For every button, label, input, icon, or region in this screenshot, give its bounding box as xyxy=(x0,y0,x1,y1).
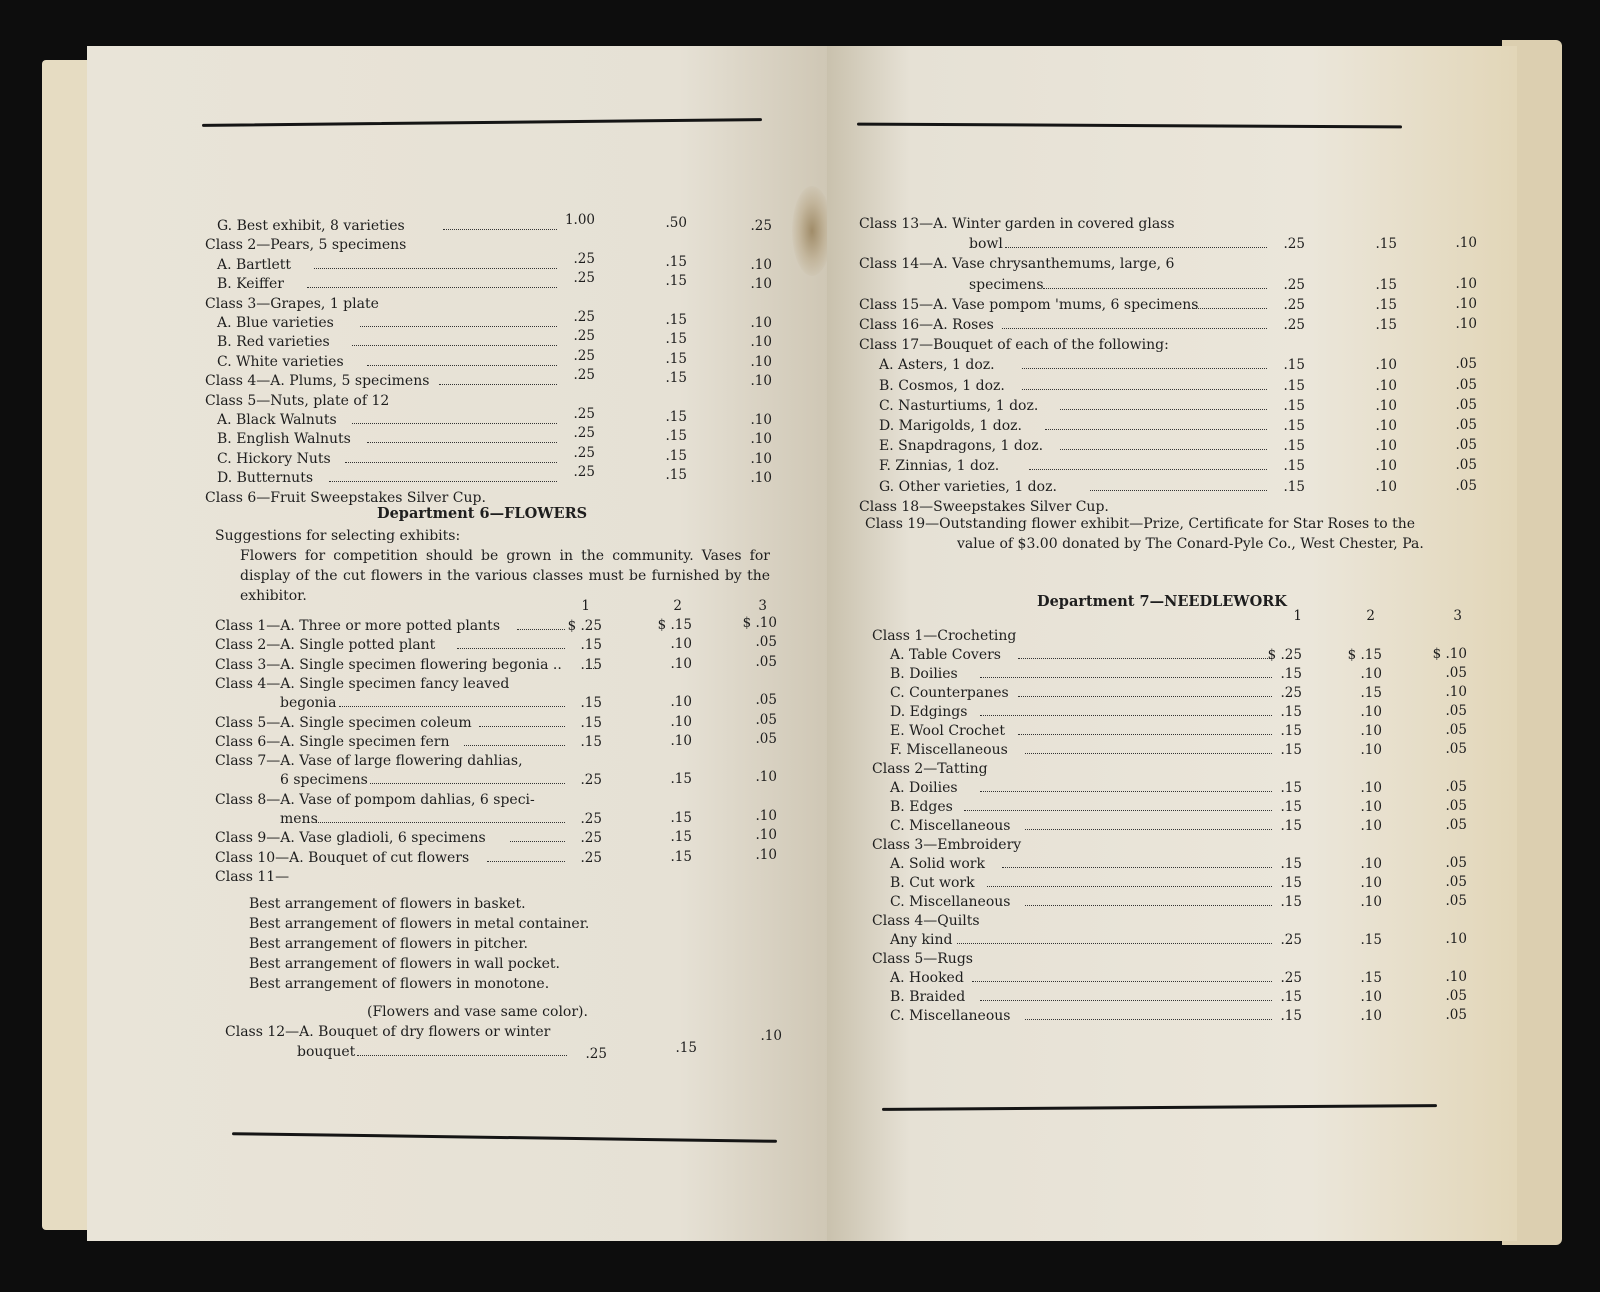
row-label: mens xyxy=(280,811,318,827)
row-label: A. Solid work xyxy=(890,856,985,872)
prize-2: $ .15 xyxy=(1347,647,1382,663)
row-label: Class 17—Bouquet of each of the following: xyxy=(859,337,1169,354)
prize-2: .15 xyxy=(665,409,687,425)
prize-2: .15 xyxy=(665,350,687,367)
row-label: Class 11— xyxy=(215,868,290,885)
row-label: E. Wool Crochet xyxy=(890,723,1005,739)
prize-1: .25 xyxy=(573,406,595,422)
row-label: F. Miscellaneous xyxy=(890,742,1008,758)
prize-1: .15 xyxy=(1280,875,1302,891)
prize-3: .10 xyxy=(750,256,772,273)
arrangement-item: Best arrangement of flowers in pitcher. xyxy=(249,936,529,952)
row-label: bowl xyxy=(969,236,1003,253)
prize-2: .10 xyxy=(670,732,692,749)
suggestions-heading: Suggestions for selecting exhibits: xyxy=(215,528,461,544)
dot-leader xyxy=(1005,247,1267,248)
prize-1: .15 xyxy=(1280,856,1302,872)
row-label: Class 2—A. Single potted plant xyxy=(215,637,436,654)
dot-leader xyxy=(980,1000,1272,1001)
prize-1: .15 xyxy=(1280,894,1302,910)
prize-3: .10 xyxy=(750,334,772,351)
row-label: 6 specimens xyxy=(280,772,368,789)
column-header-1: 1 xyxy=(1293,608,1302,624)
prize-1: 1.00 xyxy=(564,212,595,228)
dot-leader xyxy=(980,791,1272,792)
prize-3: .25 xyxy=(750,218,772,234)
prize-2: .15 xyxy=(1360,932,1382,948)
row-label: Class 1—A. Three or more potted plants xyxy=(215,618,500,634)
row-label: Class 3—Grapes, 1 plate xyxy=(205,295,379,312)
dot-leader xyxy=(1025,1019,1272,1020)
prize-3: .10 xyxy=(755,769,777,786)
dot-leader xyxy=(352,423,557,424)
prize-3: .05 xyxy=(1455,477,1477,494)
prize-3: .10 xyxy=(1455,235,1477,252)
prize-3: .10 xyxy=(750,276,772,293)
arrangement-item: Best arrangement of flowers in monotone. xyxy=(249,976,550,992)
prize-1: .15 xyxy=(580,695,602,712)
prize-1: .25 xyxy=(580,772,602,789)
row-label: B. Braided xyxy=(890,989,966,1005)
prize-3: .05 xyxy=(1455,457,1477,474)
row-label: G. Other varieties, 1 doz. xyxy=(879,478,1057,495)
prize-3: .10 xyxy=(755,808,777,824)
prize-1: .15 xyxy=(1280,780,1302,796)
row-label: B. Doilies xyxy=(890,666,958,682)
prize-2: .15 xyxy=(1360,685,1382,701)
dot-leader xyxy=(1018,696,1272,697)
row-label: G. Best exhibit, 8 varieties xyxy=(217,218,405,234)
class12-prize-1: .25 xyxy=(585,1046,607,1062)
dot-leader xyxy=(1002,328,1267,329)
prize-1: .15 xyxy=(1280,704,1302,720)
dot-leader xyxy=(1018,658,1272,659)
dot-leader xyxy=(367,365,557,366)
row-label: A. Blue varieties xyxy=(217,315,334,331)
row-label: B. Cut work xyxy=(890,875,975,891)
column-header-2: 2 xyxy=(673,598,682,614)
prize-2: .10 xyxy=(1375,377,1397,394)
top-rule xyxy=(857,123,1402,129)
bottom-rule xyxy=(232,1132,777,1143)
row-label: Class 1—Crocheting xyxy=(872,628,1017,644)
dot-leader xyxy=(987,886,1272,887)
prize-2: .10 xyxy=(1360,875,1382,891)
prize-3: .05 xyxy=(1455,396,1477,413)
row-label: B. Red varieties xyxy=(217,334,330,351)
row-label: D. Marigolds, 1 doz. xyxy=(879,418,1022,434)
prize-3: $ .10 xyxy=(1432,646,1467,662)
row-label: Class 6—A. Single specimen fern xyxy=(215,733,450,750)
suggestions-text: Flowers for competition should be grown in the community. Vases for display of the cut flowers in the various classes must be furnished by the exhibitor. xyxy=(240,548,770,604)
prize-2: .10 xyxy=(1375,438,1397,455)
dot-leader xyxy=(1029,469,1267,470)
prize-1: .25 xyxy=(573,347,595,364)
prize-3: .10 xyxy=(1455,295,1477,312)
column-header-1: 1 xyxy=(581,598,590,614)
dot-leader xyxy=(957,943,1272,944)
prize-3: .10 xyxy=(750,373,772,390)
prize-1: .15 xyxy=(1280,742,1302,758)
prize-2: .15 xyxy=(1375,317,1397,333)
prize-1: .25 xyxy=(580,811,602,827)
dot-leader xyxy=(370,783,565,784)
prize-2: .15 xyxy=(670,829,692,846)
prize-3: .05 xyxy=(1445,874,1467,890)
prize-3: .05 xyxy=(1455,437,1477,454)
prize-2: .15 xyxy=(1375,236,1397,253)
row-label: Class 2—Pears, 5 specimens xyxy=(205,237,407,254)
prize-2: .10 xyxy=(1360,856,1382,872)
prize-3: .05 xyxy=(1445,988,1467,1004)
dot-leader xyxy=(329,481,557,482)
prize-2: .10 xyxy=(1360,989,1382,1005)
prize-1: .15 xyxy=(1280,989,1302,1005)
row-label: B. Cosmos, 1 doz. xyxy=(879,377,1005,394)
prize-3: .05 xyxy=(1445,722,1467,738)
dot-leader xyxy=(345,462,557,463)
prize-2: .15 xyxy=(1360,970,1382,986)
row-label: Class 16—A. Roses xyxy=(859,317,994,333)
prize-1: .25 xyxy=(573,425,595,442)
prize-3: .05 xyxy=(1445,1007,1467,1023)
arrangement-note: (Flowers and vase same color). xyxy=(367,1004,588,1020)
dot-leader xyxy=(1025,753,1272,754)
prize-1: .15 xyxy=(1283,438,1305,455)
prize-2: .50 xyxy=(665,215,687,231)
prize-3: .10 xyxy=(750,353,772,370)
row-label: Any kind xyxy=(890,932,953,948)
dot-leader xyxy=(439,384,557,385)
row-label: C. Hickory Nuts xyxy=(217,450,331,467)
prize-1: .15 xyxy=(1280,818,1302,834)
row-label: Class 3—A. Single specimen flowering begonia .. xyxy=(215,656,562,673)
dot-leader xyxy=(1022,368,1267,369)
dot-leader xyxy=(1060,449,1267,450)
prize-1: $ .25 xyxy=(1267,647,1302,663)
row-label: Class 9—A. Vase gladioli, 6 specimens xyxy=(215,830,486,847)
prize-3: .05 xyxy=(1455,376,1477,393)
row-label: begonia xyxy=(280,695,337,712)
prize-3: .05 xyxy=(1455,356,1477,373)
prize-1: .15 xyxy=(1283,377,1305,394)
row-label: F. Zinnias, 1 doz. xyxy=(879,458,1000,475)
dot-leader xyxy=(1043,288,1267,289)
row-label: A. Table Covers xyxy=(890,647,1001,663)
dot-leader xyxy=(339,706,565,707)
prize-1: .25 xyxy=(573,444,595,461)
prize-1: .25 xyxy=(1280,685,1302,701)
arrangement-item: Best arrangement of flowers in basket. xyxy=(249,896,526,912)
prize-3: .05 xyxy=(1445,741,1467,757)
dot-leader xyxy=(1060,409,1267,410)
dot-leader xyxy=(443,229,557,230)
prize-3: .05 xyxy=(1445,798,1467,814)
prize-2: .15 xyxy=(665,428,687,445)
dot-leader xyxy=(367,442,557,443)
class12-prize-3: .10 xyxy=(760,1028,782,1044)
prize-2: .10 xyxy=(1375,397,1397,414)
row-label: D. Butternuts xyxy=(217,470,314,487)
prize-1: .15 xyxy=(1283,458,1305,475)
row-label: Class 8—A. Vase of pompom dahlias, 6 speci- xyxy=(215,791,535,808)
left-page xyxy=(87,46,827,1241)
row-label: E. Snapdragons, 1 doz. xyxy=(879,438,1044,455)
prize-1: .25 xyxy=(1283,236,1305,253)
dot-leader xyxy=(1018,734,1272,735)
row-label: Class 7—A. Vase of large flowering dahlias, xyxy=(215,753,523,770)
prize-2: .10 xyxy=(1360,799,1382,815)
prize-3: .10 xyxy=(1455,316,1477,332)
row-label: C. Nasturtiums, 1 doz. xyxy=(879,397,1039,414)
prize-2: .10 xyxy=(1360,780,1382,796)
row-label: Class 13—A. Winter garden in covered glass xyxy=(859,216,1175,232)
prize-2: .10 xyxy=(1360,723,1382,739)
prize-2: .10 xyxy=(1375,357,1397,374)
row-label: B. Edges xyxy=(890,799,953,815)
row-label: Class 6—Fruit Sweepstakes Silver Cup. xyxy=(205,489,486,506)
row-label: Class 4—A. Plums, 5 specimens xyxy=(205,373,430,390)
dot-leader xyxy=(1002,867,1272,868)
prize-2: .10 xyxy=(1360,894,1382,910)
column-header-3: 3 xyxy=(758,598,767,614)
row-label: A. Bartlett xyxy=(217,256,291,273)
prize-3: .10 xyxy=(750,412,772,428)
prize-3: .10 xyxy=(755,846,777,863)
row-label: C. White varieties xyxy=(217,353,344,370)
row-label: B. Keiffer xyxy=(217,276,284,293)
dot-leader xyxy=(980,715,1272,716)
prize-1: .15 xyxy=(580,714,602,731)
prize-2: .15 xyxy=(1375,296,1397,313)
prize-1: .25 xyxy=(573,250,595,267)
prize-2: .15 xyxy=(670,810,692,826)
prize-2: .10 xyxy=(1360,666,1382,682)
dept7-title: Department 7—NEEDLEWORK xyxy=(1037,593,1287,610)
prize-1: .15 xyxy=(580,656,602,673)
prize-3: .10 xyxy=(1445,684,1467,700)
prize-1: .15 xyxy=(1280,1008,1302,1024)
prize-1: .25 xyxy=(573,464,595,481)
prize-1: .25 xyxy=(1283,276,1305,293)
dot-leader xyxy=(1090,490,1267,491)
dot-leader xyxy=(964,810,1272,811)
dept6-title: Department 6—FLOWERS xyxy=(377,505,588,522)
prize-3: .10 xyxy=(750,431,772,448)
prize-3: $ .10 xyxy=(742,615,777,631)
row-label: D. Edgings xyxy=(890,704,968,720)
prize-1: .15 xyxy=(580,637,602,654)
row-label: Class 4—A. Single specimen fancy leaved xyxy=(215,675,510,692)
prize-2: .15 xyxy=(665,253,687,270)
prize-1: .15 xyxy=(1280,666,1302,682)
prize-2: .10 xyxy=(1360,742,1382,758)
dot-leader xyxy=(314,268,557,269)
prize-2: .15 xyxy=(670,848,692,865)
row-label: C. Counterpanes xyxy=(890,685,1009,701)
column-header-3: 3 xyxy=(1453,608,1462,624)
top-rule xyxy=(202,118,762,127)
dot-leader xyxy=(1022,389,1267,390)
dot-leader xyxy=(1025,905,1272,906)
row-label: Class 18—Sweepstakes Silver Cup. xyxy=(859,498,1109,515)
prize-3: .10 xyxy=(1455,275,1477,292)
class12-line2: bouquet xyxy=(297,1044,356,1060)
class12-prize-2: .15 xyxy=(675,1040,697,1056)
prize-2: .10 xyxy=(1360,704,1382,720)
row-label: Class 5—Nuts, plate of 12 xyxy=(205,392,390,409)
prize-2: .10 xyxy=(1375,418,1397,434)
row-label: A. Hooked xyxy=(890,970,964,986)
dot-leader xyxy=(980,677,1272,678)
prize-2: .15 xyxy=(670,771,692,788)
prize-3: .05 xyxy=(1455,417,1477,433)
row-label: C. Miscellaneous xyxy=(890,894,1011,910)
prize-2: .15 xyxy=(665,312,687,328)
prize-1: .15 xyxy=(1283,397,1305,414)
row-label: Class 4—Quilts xyxy=(872,913,980,929)
row-label: A. Doilies xyxy=(890,780,958,796)
prize-2: .10 xyxy=(1375,458,1397,475)
prize-2: .10 xyxy=(1375,478,1397,495)
prize-3: .05 xyxy=(1445,703,1467,719)
prize-1: .25 xyxy=(573,367,595,384)
prize-2: .10 xyxy=(670,694,692,711)
right-page xyxy=(827,46,1517,1241)
row-label: B. English Walnuts xyxy=(217,431,351,448)
prize-3: .10 xyxy=(750,470,772,487)
row-label: A. Asters, 1 doz. xyxy=(879,357,995,374)
dot-leader xyxy=(1025,829,1272,830)
prize-2: $ .15 xyxy=(657,617,692,633)
prize-1: .25 xyxy=(1283,296,1305,313)
arrangement-item: Best arrangement of flowers in metal container. xyxy=(249,916,590,932)
prize-2: .15 xyxy=(665,447,687,464)
row-label: specimens xyxy=(969,276,1044,293)
prize-2: .10 xyxy=(1360,1008,1382,1024)
prize-1: .15 xyxy=(1283,357,1305,374)
prize-1: .25 xyxy=(580,830,602,847)
class12-line1: Class 12—A. Bouquet of dry flowers or winter xyxy=(225,1024,551,1040)
arrangement-item: Best arrangement of flowers in wall pocket. xyxy=(249,956,561,972)
prize-3: .10 xyxy=(1445,931,1467,947)
prize-3: .10 xyxy=(750,450,772,467)
prize-1: .25 xyxy=(1283,317,1305,333)
prize-3: .05 xyxy=(755,692,777,709)
prize-1: .15 xyxy=(1283,478,1305,495)
prize-1: .15 xyxy=(1280,799,1302,815)
prize-2: .10 xyxy=(1360,818,1382,834)
prize-1: .15 xyxy=(1280,723,1302,739)
prize-1: .25 xyxy=(573,328,595,345)
prize-2: .15 xyxy=(1375,276,1397,293)
dot-leader xyxy=(316,822,565,823)
row-label: C. Miscellaneous xyxy=(890,818,1011,834)
row-label: Class 15—A. Vase pompom 'mums, 6 specimens xyxy=(859,296,1199,313)
prize-3: .05 xyxy=(755,730,777,747)
prize-3: .10 xyxy=(750,315,772,331)
prize-3: .05 xyxy=(1445,665,1467,681)
prize-3: .10 xyxy=(755,827,777,844)
row-label: A. Black Walnuts xyxy=(217,412,337,428)
prize-1: .25 xyxy=(1280,932,1302,948)
prize-2: .10 xyxy=(670,636,692,653)
column-header-2: 2 xyxy=(1366,608,1375,624)
prize-1: .25 xyxy=(580,849,602,866)
prize-1: .25 xyxy=(573,270,595,287)
class19-line1: Class 19—Outstanding flower exhibit—Prize, Certificate for Star Roses to the xyxy=(865,516,1416,532)
prize-3: .10 xyxy=(1445,969,1467,985)
prize-2: .15 xyxy=(665,370,687,387)
bottom-rule xyxy=(882,1104,1437,1111)
prize-2: .15 xyxy=(665,273,687,290)
row-label: Class 5—A. Single specimen coleum xyxy=(215,714,472,731)
row-label: Class 3—Embroidery xyxy=(872,837,1022,853)
prize-2: .10 xyxy=(670,713,692,730)
prize-3: .05 xyxy=(755,634,777,651)
row-label: Class 5—Rugs xyxy=(872,951,973,967)
dot-leader xyxy=(307,287,557,288)
prize-3: .05 xyxy=(755,711,777,728)
prize-3: .05 xyxy=(1445,893,1467,909)
prize-1: .25 xyxy=(573,309,595,325)
stain-mark xyxy=(792,186,827,276)
prize-3: .05 xyxy=(1445,817,1467,833)
row-label: C. Miscellaneous xyxy=(890,1008,1011,1024)
prize-1: .15 xyxy=(1283,418,1305,434)
prize-1: $ .25 xyxy=(567,618,602,634)
prize-1: .15 xyxy=(580,733,602,750)
prize-3: .05 xyxy=(755,653,777,670)
prize-2: .15 xyxy=(665,331,687,348)
booklet xyxy=(42,40,1562,1265)
prize-2: .15 xyxy=(665,467,687,484)
prize-3: .05 xyxy=(1445,779,1467,795)
dot-leader xyxy=(352,345,557,346)
class19-line2: value of $3.00 donated by The Conard-Pyle Co., West Chester, Pa. xyxy=(957,536,1424,552)
dot-leader xyxy=(360,326,557,327)
prize-1: .25 xyxy=(1280,970,1302,986)
prize-2: .10 xyxy=(670,655,692,672)
prize-3: .05 xyxy=(1445,855,1467,871)
row-label: Class 2—Tatting xyxy=(872,761,988,777)
row-label: Class 14—A. Vase chrysanthemums, large, 6 xyxy=(859,256,1175,273)
dot-leader xyxy=(1045,429,1267,430)
dot-leader xyxy=(972,981,1272,982)
row-label: Class 10—A. Bouquet of cut flowers xyxy=(215,849,470,866)
